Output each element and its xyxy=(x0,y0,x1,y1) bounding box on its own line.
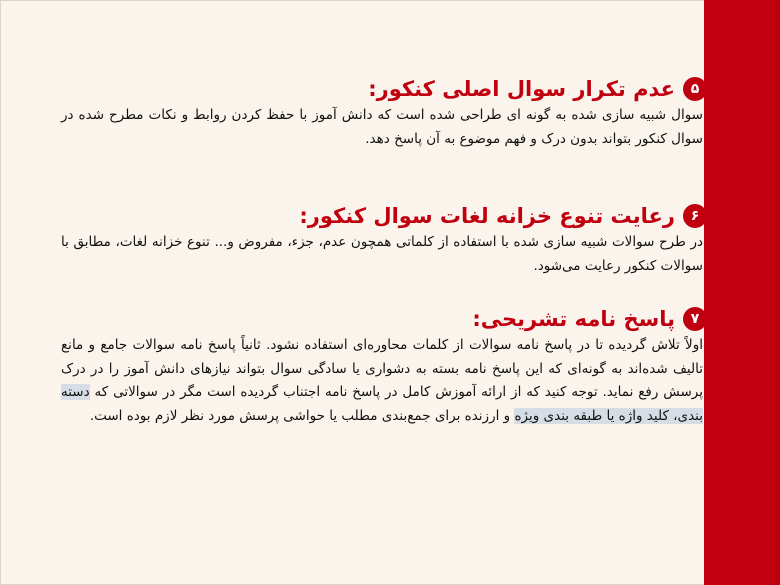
section-7-highlighted-text: دسته بندی، کلید واژه یا طبقه بندی ویژه xyxy=(61,384,703,424)
section-6-heading xyxy=(61,201,707,231)
section-7-body-text-2: و ارزنده برای جمع‌بندی مطلب یا حواشی پرسش مورد نظر لازم بوده است. xyxy=(89,407,515,424)
section-7-body-text-1: اولاً تلاش گردیده تا در پاسخ نامه سوالات از کلمات محاوره‌ای استفاده نشود. ثانیاً پاسخ نامه سوالات جامع و مانع تالیف شده‌اند به گونه‌ای که این پاسخ نامه بسته به دشواری یا سادگی سوال بتواند نیازهای دانش آموز را در درک پرسش رفع نماید. توجه کنید که از ارائه آموزش کامل در پاسخ نامه اجتناب گردیده است مگر در سوالاتی که xyxy=(61,337,703,400)
section-7 xyxy=(61,304,707,428)
section-6 xyxy=(61,201,707,278)
section-6-title: رعایت تنوع خزانه لغات سوال کنکور: xyxy=(299,204,675,228)
section-7-number-badge: ۷ xyxy=(683,307,707,331)
section-5-heading xyxy=(61,74,707,104)
side-accent-bar xyxy=(704,0,780,585)
section-7-heading xyxy=(61,304,707,334)
section-5 xyxy=(61,74,707,151)
section-5-number-badge: ۵ xyxy=(683,77,707,101)
section-5-body: سوال شبیه سازی شده به گونه ای طراحی شده است که دانش آموز با حفظ کردن روابط و نکات مطرح شده در سوال کنکور بتواند بدون درک و فهم موضوع به آن پاسخ دهد. xyxy=(61,107,703,147)
section-7-body xyxy=(61,334,707,428)
section-6-number-badge: ۶ xyxy=(683,204,707,228)
section-6-body: در طرح سوالات شبیه سازی شده با استفاده از کلماتی همچون عدم، جزء، مفروض و... تنوع خزانه لغات، مطابق با سوالات کنکور رعایت می‌شود. xyxy=(61,234,703,274)
section-7-title: پاسخ نامه تشریحی: xyxy=(472,307,675,331)
section-5-title: عدم تکرار سوال اصلی کنکور: xyxy=(368,77,675,101)
